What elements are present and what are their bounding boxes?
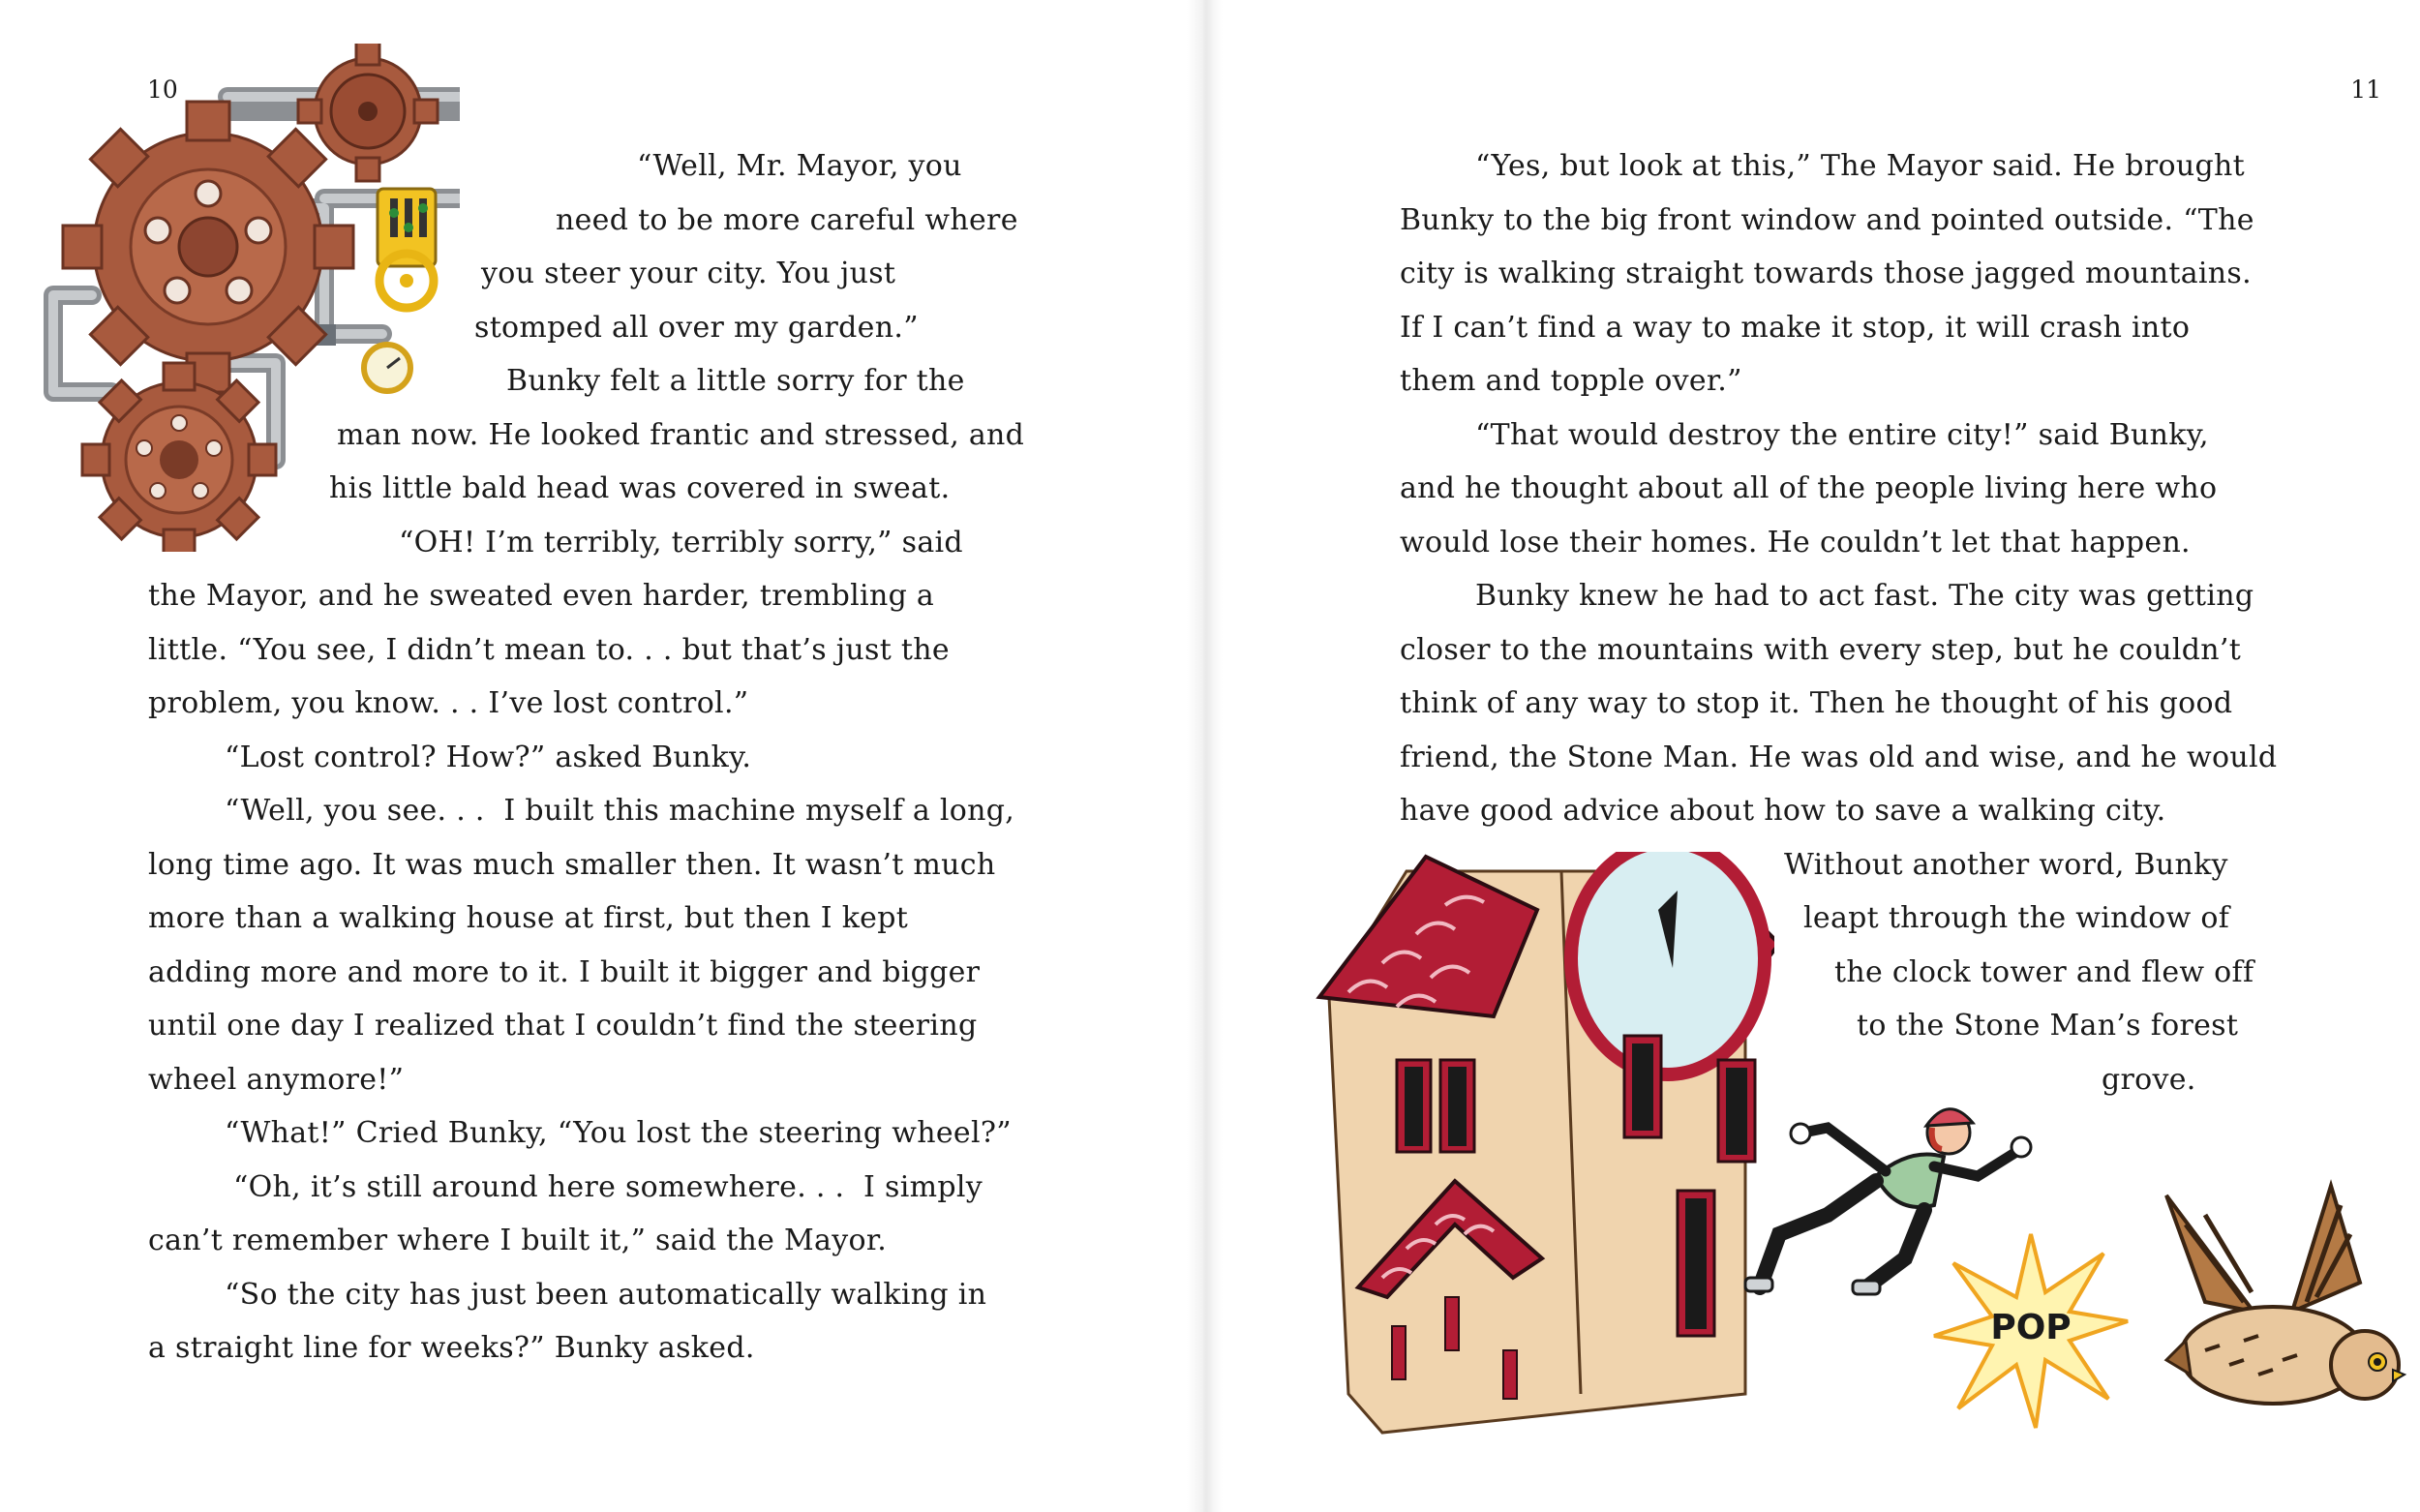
text-line: Bunky knew he had to act fast. The city was getting [1475,579,2254,613]
text-line: “Well, Mr. Mayor, you [637,149,962,183]
text-line: “OH! I’m terribly, terribly sorry,” said [399,526,963,559]
right-page [1223,0,2420,1512]
text-line: until one day I realized that I couldn’t find the steering [148,1009,978,1043]
text-line: Without another word, Bunky [1784,848,2228,882]
text-line: city is walking straight towards those jagged mountains. [1400,257,2252,290]
text-line: little. “You see, I didn’t mean to. . . but that’s just the [148,633,950,667]
text-line: Bunky felt a little sorry for the [506,364,965,398]
text-line: think of any way to stop it. Then he thought of his good [1400,686,2233,720]
book-gutter [1187,0,1223,1512]
text-line: “Well, you see. . . I built this machine myself a long, [225,794,1015,828]
text-line: adding more and more to it. I built it bigger and bigger [148,955,981,989]
text-line: “That would destroy the entire city!” said Bunky, [1475,418,2209,452]
text-line: leapt through the window of [1803,901,2230,935]
pop-burst-illustration [1929,1225,2133,1433]
text-line: long time ago. It was much smaller then. It wasn’t much [148,848,996,882]
text-line: them and topple over.” [1400,364,1742,398]
text-line: “Yes, but look at this,” The Mayor said. He brought [1475,149,2245,183]
text-line: and he thought about all of the people living here who [1400,471,2218,505]
text-line: more than a walking house at first, but then I kept [148,901,909,935]
text-line: have good advice about how to save a walking city. [1400,794,2166,828]
owl-illustration [2147,1176,2418,1428]
text-line: If I can’t find a way to make it stop, it will crash into [1400,311,2191,345]
text-line: “Lost control? How?” asked Bunky. [225,741,752,774]
text-line: the clock tower and flew off [1834,955,2254,989]
text-line: “So the city has just been automatically walking in [225,1278,987,1312]
text-line: grove. [2102,1063,2196,1097]
left-page [0,0,1187,1512]
text-line: can’t remember where I built it,” said the Mayor. [148,1224,888,1257]
text-line: stomped all over my garden.” [474,311,919,345]
text-line: wheel anymore!” [148,1063,405,1097]
pop-label: POP [1990,1308,2072,1347]
text-line: man now. He looked frantic and stressed, and [337,418,1025,452]
clock-tower-illustration [1290,852,1774,1442]
text-line: need to be more careful where [556,203,1018,237]
text-line: the Mayor, and he sweated even harder, trembling a [148,579,935,613]
text-line: friend, the Stone Man. He was old and wise, and he would [1400,741,2278,774]
text-line: you steer your city. You just [481,257,896,290]
text-line: would lose their homes. He couldn’t let that happen. [1400,526,2191,559]
text-line: his little bald head was covered in sweat. [329,471,951,505]
page-number-right: 11 [2350,76,2381,104]
text-line: “What!” Cried Bunky, “You lost the steering wheel?” [225,1116,1012,1150]
text-line: problem, you know. . . I’ve lost control.” [148,686,749,720]
text-line: closer to the mountains with every step, but he couldn’t [1400,633,2242,667]
text-line: a straight line for weeks?” Bunky asked. [148,1331,755,1365]
text-line: to the Stone Man’s forest [1857,1009,2239,1043]
page-number-left: 10 [147,76,178,104]
text-line: “Oh, it’s still around here somewhere. . . I simply [233,1170,983,1204]
text-line: Bunky to the big front window and pointed outside. “The [1400,203,2254,237]
